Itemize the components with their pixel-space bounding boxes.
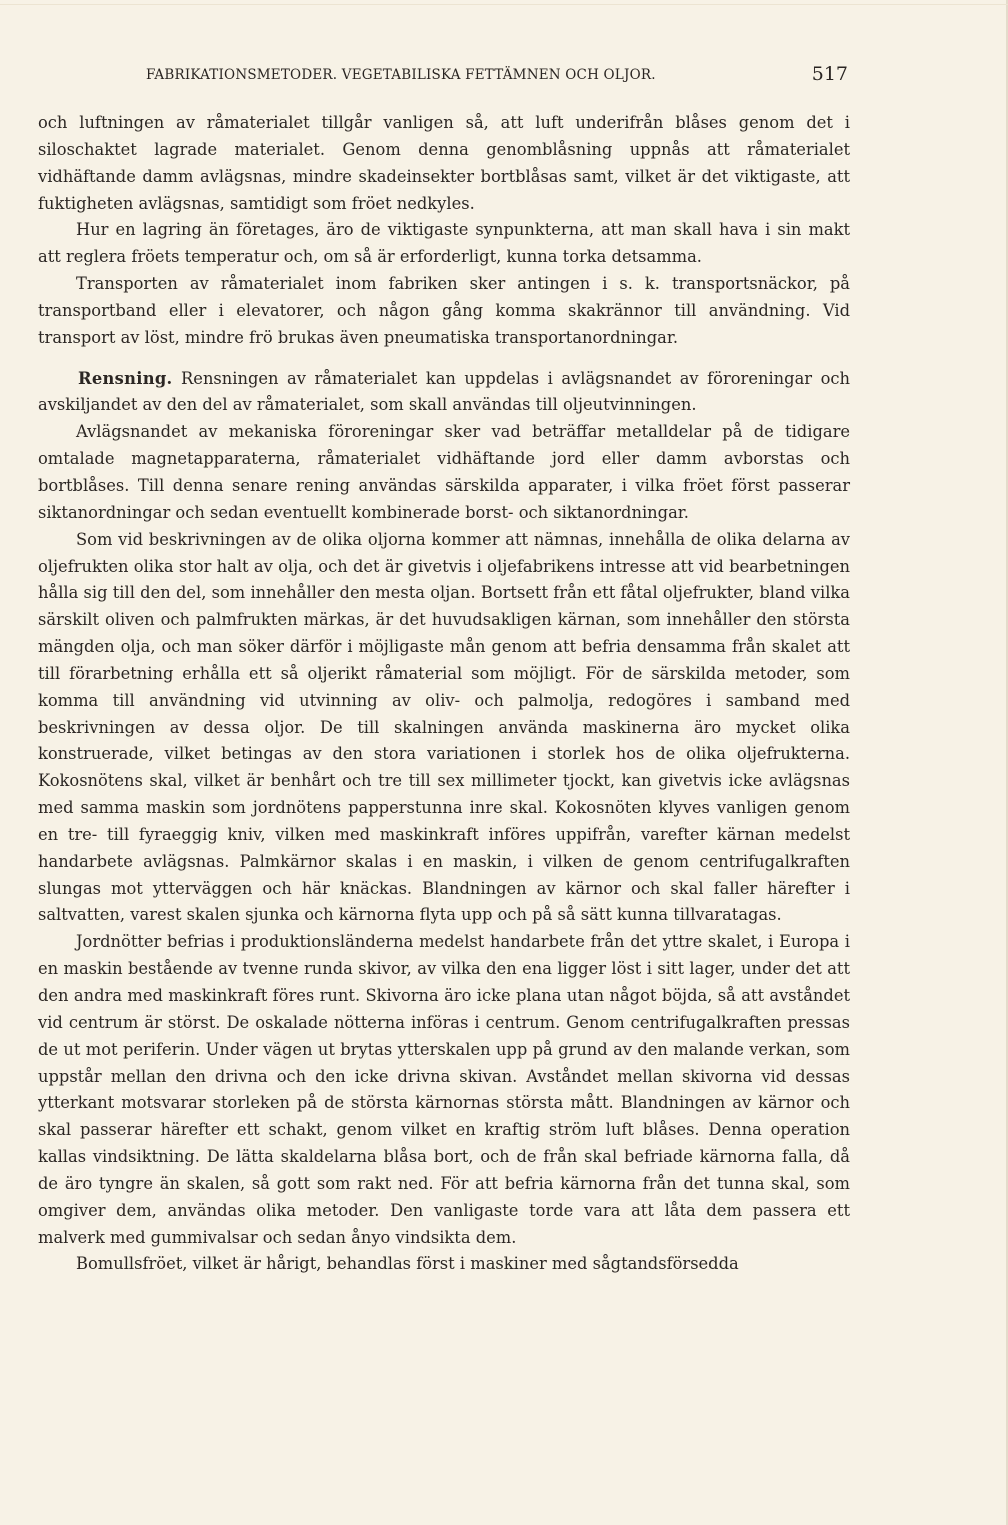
paragraph-1: och luftningen av råmaterialet tillgår vanligen så, att luft underifrån blåses genom det i siloschaktet lagrade materialet. Genom denna genomblåsning uppnås att råmaterialet vidhäftande damm avlägsnas, mindre skadeinsekter bortblåsas samt, vilket är det viktigaste, att fuktigheten avlägsnas, samtidigt som fröet nedkyles.: [38, 113, 850, 213]
paragraph-4: [38, 366, 850, 420]
paragraph-6: Som vid beskrivningen av de olika oljorna kommer att nämnas, innehålla de olika delarna av oljefrukten olika stor halt av olja, och det är givetvis i oljefabrikens intresse att vid bearbetningen hålla sig till den del, som innehåller den mesta oljan. Bortsett från ett fåtal oljefrukter, bland vilka särskilt oliven och palmfrukten märkas, är det huvudsakligen kärnan, som innehåller den största mängden olja, och man söker därför i möjligaste mån genom att befria densamma från skalet att till förarbetning erhålla ett så oljerikt råmaterial som möjligt. För de särskilda metoder, som komma till användning vid utvinning av oliv- och palmolja, redogöres i samband med beskrivningen av dessa oljor. De till skalningen använda maskinerna äro mycket olika konstruerade, vilket betingas av den stora variationen i storlek hos de olika oljefrukterna. Kokosnötens skal, vilket är benhårt och tre till sex millimeter tjockt, kan givetvis icke avlägsnas med samma maskin som jordnötens papperstunna inre skal. Kokosnöten klyves vanligen genom en tre- till fyraeggig kniv, vilken med maskinkraft införes uppifrån, varefter kärnan medelst handarbete avlägsnas. Palmkärnor skalas i en maskin, i vilken de genom centrifugalkraften slungas mot ytterväggen och här knäckas. Blandningen av kärnor och skal faller härefter i saltvatten, varest skalen sjunka och kärnorna flyta upp och på så sätt kunna tillvaratagas.: [38, 529, 850, 925]
paragraph-3: Transporten av råmaterialet inom fabriken sker antingen i s. k. transportsnäckor, på transportband eller i elevatorer, och någon gång komma skakrännor till användning. Vid transport av löst, mindre frö brukas även pneumatiska transportanordningar.: [38, 274, 850, 347]
paragraph-2: Hur en lagring än företages, äro de viktigaste synpunkterna, att man skall hava i sin makt att reglera fröets temperatur och, om så är erforderligt, kunna torka detsamma.: [38, 220, 850, 267]
paragraph-7: Jordnötter befrias i produktionsländerna medelst handarbete från det yttre skalet, i Europa i en maskin bestående av tvenne runda skivor, av vilka den ena ligger löst i sitt lager, under det att den andra med maskinkraft föres runt. Skivorna äro icke plana utan något böjda, så att avståndet vid centrum är störst. De oskalade nötterna införas i centrum. Genom centrifugalkraften pressas de ut mot periferin. Under vägen ut brytas ytterskalen upp på grund av den malande verkan, som uppstår mellan den drivna och den icke drivna skivan. Avståndet mellan skivorna vid dessas ytterkant motsvarar storleken på de största kärnornas största mått. Blandningen av kärnor och skal passerar härefter ett schakt, genom vilket en kraftig ström luft blåses. Denna operation kallas vindsiktning. De lätta skaldelarna blåsa bort, och de från skal befriade kärnorna falla, då de äro tyngre än skalen, så gott som rakt ned. För att befria kärnorna från det tunna skal, som omgiver dem, användas olika metoder. Den vanligaste torde vara att låta dem passera ett malverk med gummivalsar och sedan ånyo vindsikta dem.: [38, 932, 850, 1247]
section-heading: Rensning.: [78, 368, 173, 388]
paragraph-4-text: Rensningen av råmaterialet kan uppdelas i avlägsnandet av föroreningar och avskiljandet av den del av råmaterialet, som skall användas till oljeutvinningen.: [38, 368, 850, 415]
paragraph-8: Bomullsfröet, vilket är hårigt, behandlas först i maskiner med sågtandsförsedda: [76, 1254, 739, 1274]
running-title: FABRIKATIONSMETODER. VEGETABILISKA FETTÄMNEN OCH OLJOR.: [146, 67, 656, 83]
page-edge-line: [0, 4, 1008, 5]
page-number: 517: [811, 63, 848, 85]
body-text: [38, 110, 850, 1278]
page-header: [146, 63, 848, 89]
paragraph-5: Avlägsnandet av mekaniska föroreningar sker vad beträffar metalldelar på de tidigare omtalade magnetapparaterna, råmaterialet vidhäftande jord eller damm avborstas och bortblåses. Till denna senare rening användas särskilda apparater, i vilka fröet först passerar siktanordningar och sedan eventuellt kombinerade borst- och siktanordningar.: [38, 422, 850, 522]
